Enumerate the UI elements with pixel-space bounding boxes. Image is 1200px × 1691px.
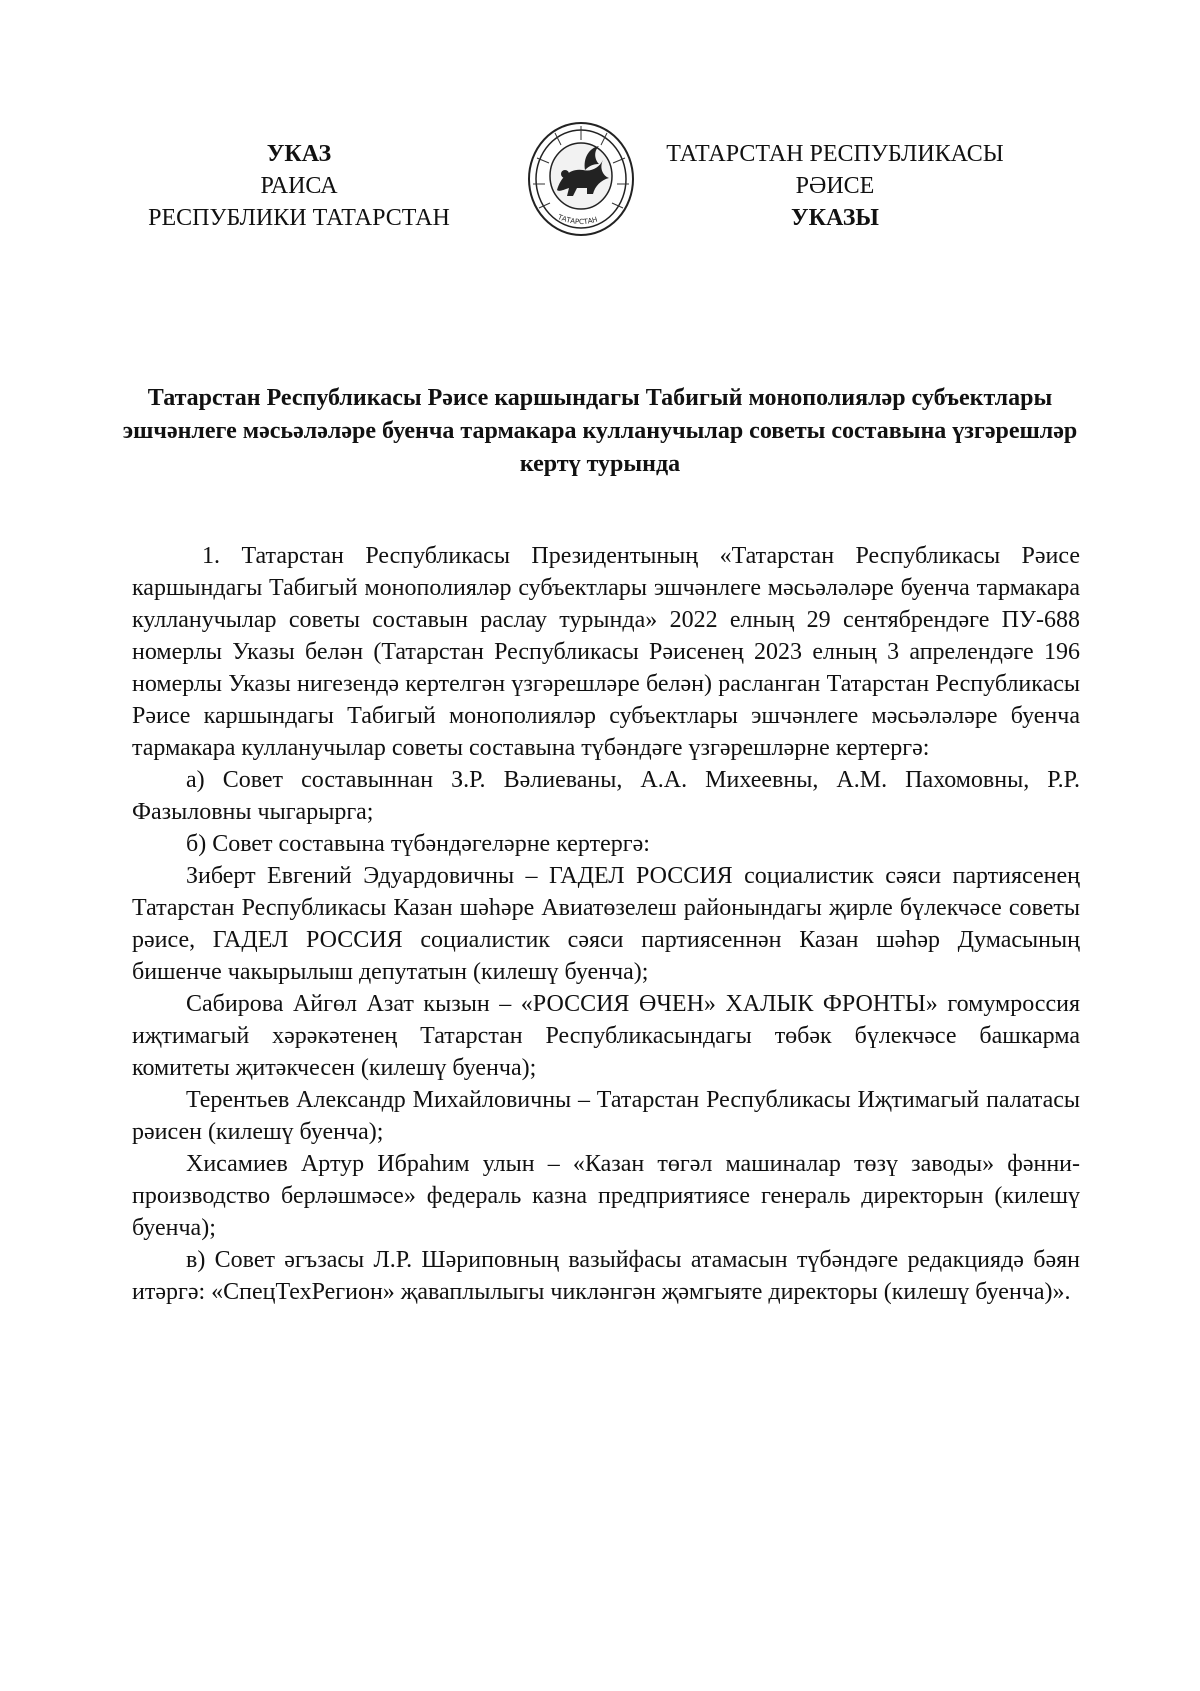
paragraph-zibert: Зиберт Евгений Эдуардовичны – ГАДЕЛ РОССИЯ социалистик сәяси партиясенең Татарстан Республикасы Казан шәһәре Авиатөзелеш районындагы җирле бүлекчәсе советы рәисе, ГАДЕЛ РОССИЯ социалистик сәяси партиясеннән Казан шәһәр Думасының бишенче чакырылыш депутатын (килешү буенча);: [132, 863, 1080, 985]
header-left: [100, 138, 498, 234]
header-left-line-2: РАИСА: [260, 173, 338, 199]
header-right-line-2: РӘИСЕ: [795, 173, 875, 199]
header-left-line-1: УКАЗ: [266, 141, 332, 167]
paragraph-terentyev: Терентьев Александр Михайловичны – Татарстан Республикасы Иҗтимагый палатасы рәисен (килешү буенча);: [132, 1087, 1080, 1145]
paragraph-khisamiev: Хисамиев Артур Ибраһим улын – «Казан төгәл машиналар төзү заводы» фәнни-производство берләшмәсе» федераль казна предприятиясе генераль директорын (килешү буенча);: [132, 1151, 1080, 1241]
coat-of-arms-tatarstan-icon: [525, 118, 637, 240]
paragraph-b: б) Совет составына түбәндәгеләрне кертергә:: [186, 831, 650, 857]
paragraph-v: в) Совет әгъзасы Л.Р. Шәриповның вазыйфасы атамасын түбәндәге редакциядә бәян итәргә: «СпецТехРегион» җаваплылыгы чикләнгән җәмгыяте директоры (килешү буенча)».: [132, 1247, 1080, 1305]
header-right-line-3: УКАЗЫ: [791, 205, 879, 231]
paragraph-a: а) Совет составыннан З.Р. Вәлиеваны, А.А. Михеевны, А.М. Пахомовны, Р.Р. Фазыловны чыгарырга;: [132, 767, 1080, 825]
svg-text:ТАТАРСТАН: ТАТАРСТАН: [556, 213, 599, 227]
header-right-line-1: ТАТАРСТАН РЕСПУБЛИКАСЫ: [666, 141, 1004, 167]
paragraph-sabirova: Сабирова Айгөл Азат кызын – «РОССИЯ ӨЧЕН» ХАЛЫК ФРОНТЫ» гомумроссия иҗтимагый хәрәкәтенең Татарстан Республикасындагы төбәк бүлекчәсе башкарма комитеты җитәкчесен (килешү буенча);: [132, 991, 1080, 1081]
document-title: Татарстан Республикасы Рәисе каршындагы Табигый монополияләр субъектлары эшчәнлеге мәсьәләләре буенча тармакара кулланучылар советы составына үзгәрешләр кертү турында: [122, 385, 1078, 477]
header-left-line-3: РЕСПУБЛИКИ ТАТАРСТАН: [148, 205, 450, 231]
document-body: [132, 540, 1080, 1308]
paragraph-1: 1. Татарстан Республикасы Президентының «Татарстан Республикасы Рәисе каршындагы Табигый монополияләр субъектлары эшчәнлеге мәсьәләләре буенча тармакара кулланучылар советы составын раслау турында» 2022 елның 29 сентябрендәге ПУ-688 номерлы Указы белән (Татарстан Республикасы Рәисенең 2023 елның 3 апрелендәге 196 номерлы Указы нигезендә кертелгән үзгәрешләре белән) расланган Татарстан Республикасы Рәисе каршындагы Табигый монополияләр субъектлары эшчәнлеге мәсьәләләре буенча тармакара кулланучылар советы составына түбәндәге үзгәрешләрне кертергә:: [132, 543, 1080, 761]
header-right: [645, 138, 1025, 234]
